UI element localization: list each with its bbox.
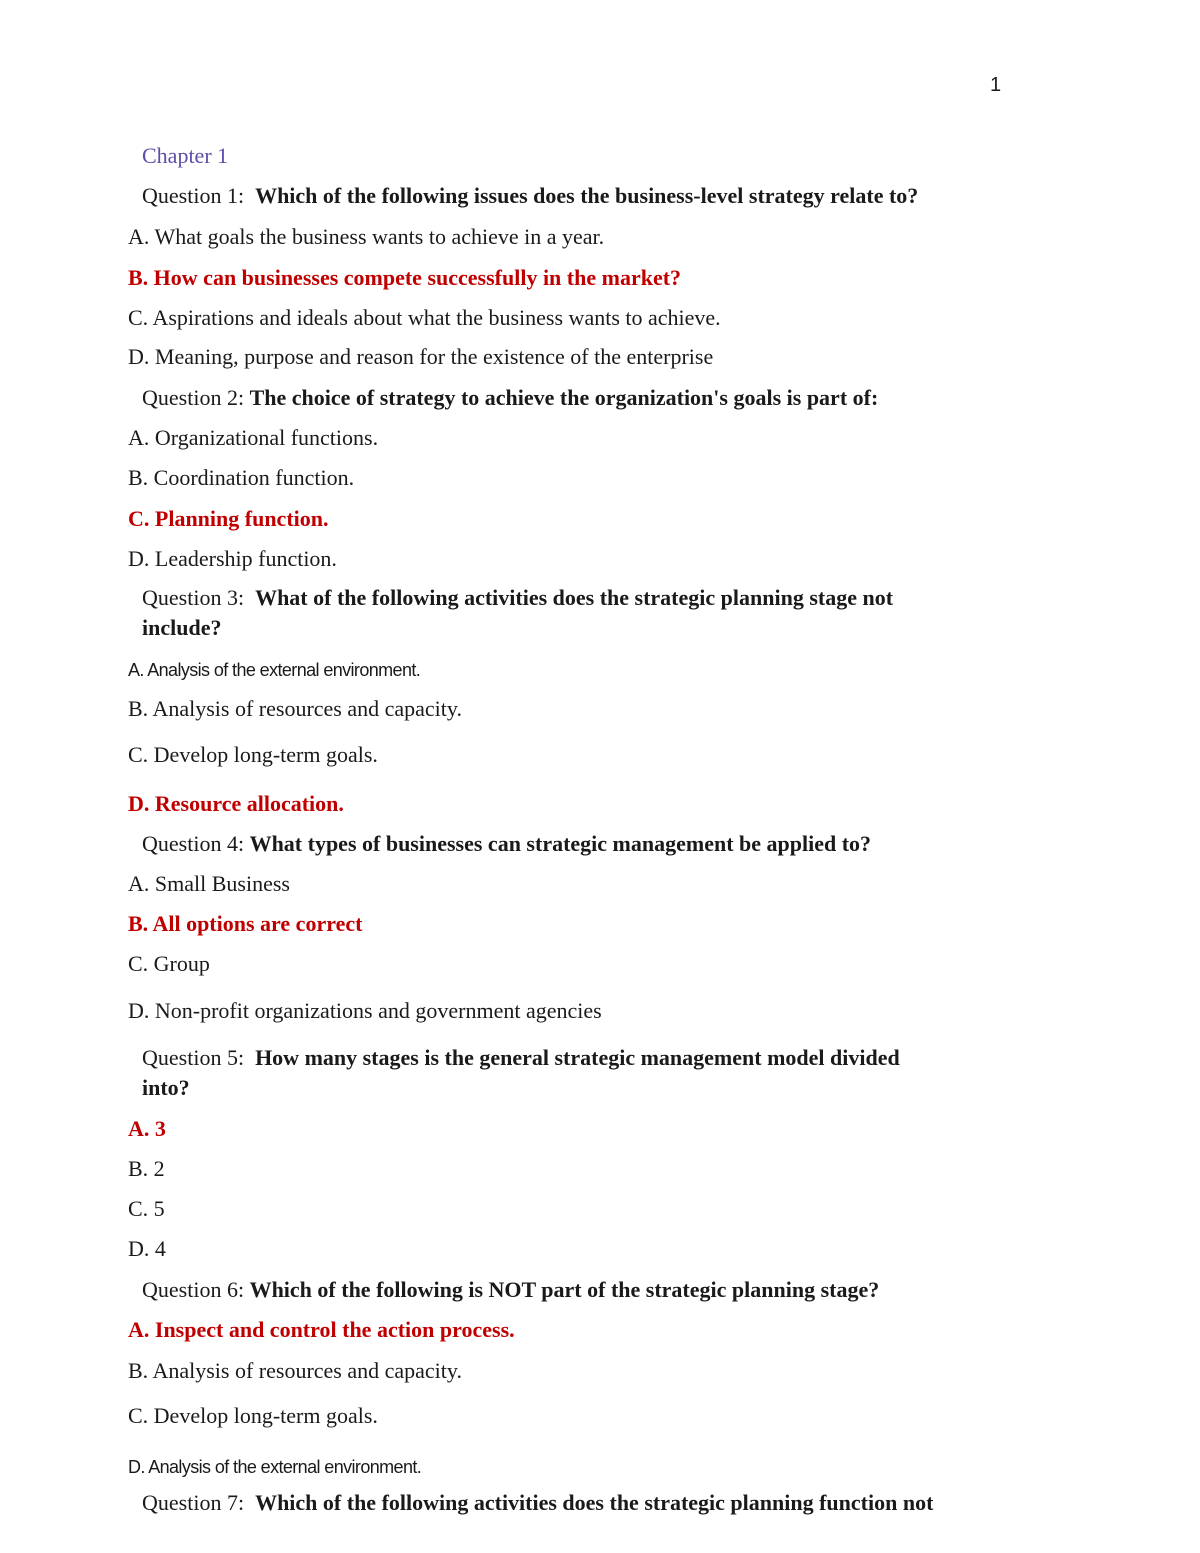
option-a: A. Analysis of the external environment.: [128, 660, 421, 680]
question-label: Question 7:: [142, 1490, 245, 1515]
question-text-line1: How many stages is the general strategic management model divided: [255, 1045, 900, 1070]
option-d: D. 4: [128, 1236, 166, 1261]
question-text: The choice of strategy to achieve the organization's goals is part of:: [249, 385, 879, 410]
option-a: A. What goals the business wants to achieve in a year.: [128, 224, 605, 249]
question-3: [142, 584, 893, 612]
question-text: Which of the following is NOT part of the strategic planning stage?: [249, 1277, 880, 1302]
option-c: C. Group: [128, 951, 210, 976]
option-b: B. Coordination function.: [128, 465, 355, 490]
option-d: D. Leadership function.: [128, 546, 337, 571]
option-b: B. Analysis of resources and capacity.: [128, 696, 462, 721]
option-c: C. 5: [128, 1196, 165, 1221]
option-d-correct: D. Resource allocation.: [128, 791, 344, 816]
question-label: Question 2:: [142, 385, 245, 410]
question-5: [142, 1044, 900, 1072]
question-text-line2: include?: [142, 615, 222, 640]
option-b: B. 2: [128, 1156, 165, 1181]
option-a-correct: A. 3: [128, 1116, 166, 1141]
page-number: 1: [990, 74, 1002, 96]
question-label: Question 5:: [142, 1045, 245, 1070]
question-7: [142, 1489, 933, 1517]
question-text: Which of the following issues does the business-level strategy relate to?: [255, 183, 919, 208]
option-d: D. Analysis of the external environment.: [128, 1457, 422, 1477]
question-2: [142, 384, 878, 412]
question-text-line1: What of the following activities does the strategic planning stage not: [255, 585, 894, 610]
option-d: D. Meaning, purpose and reason for the existence of the enterprise: [128, 344, 714, 369]
question-text: What types of businesses can strategic management be applied to?: [249, 831, 872, 856]
option-c-correct: C. Planning function.: [128, 506, 329, 531]
option-a-correct: A. Inspect and control the action process.: [128, 1317, 515, 1342]
option-c: C. Develop long-term goals.: [128, 1403, 378, 1428]
question-1: [142, 182, 918, 210]
question-4: [142, 830, 871, 858]
option-a: A. Organizational functions.: [128, 425, 379, 450]
option-b: B. Analysis of resources and capacity.: [128, 1358, 462, 1383]
option-b-correct: B. All options are correct: [128, 911, 363, 936]
question-label: Question 4:: [142, 831, 245, 856]
question-6: [142, 1276, 879, 1304]
option-d: D. Non-profit organizations and government agencies: [128, 998, 602, 1023]
chapter-heading: Chapter 1: [142, 143, 229, 168]
question-label: Question 1:: [142, 183, 245, 208]
question-label: Question 3:: [142, 585, 245, 610]
question-label: Question 6:: [142, 1277, 245, 1302]
question-text-line2: into?: [142, 1075, 190, 1100]
option-b-correct: B. How can businesses compete successfully in the market?: [128, 265, 682, 290]
option-c: C. Develop long-term goals.: [128, 742, 378, 767]
question-text: Which of the following activities does the strategic planning function not: [255, 1490, 934, 1515]
option-a: A. Small Business: [128, 871, 290, 896]
option-c: C. Aspirations and ideals about what the business wants to achieve.: [128, 305, 721, 330]
